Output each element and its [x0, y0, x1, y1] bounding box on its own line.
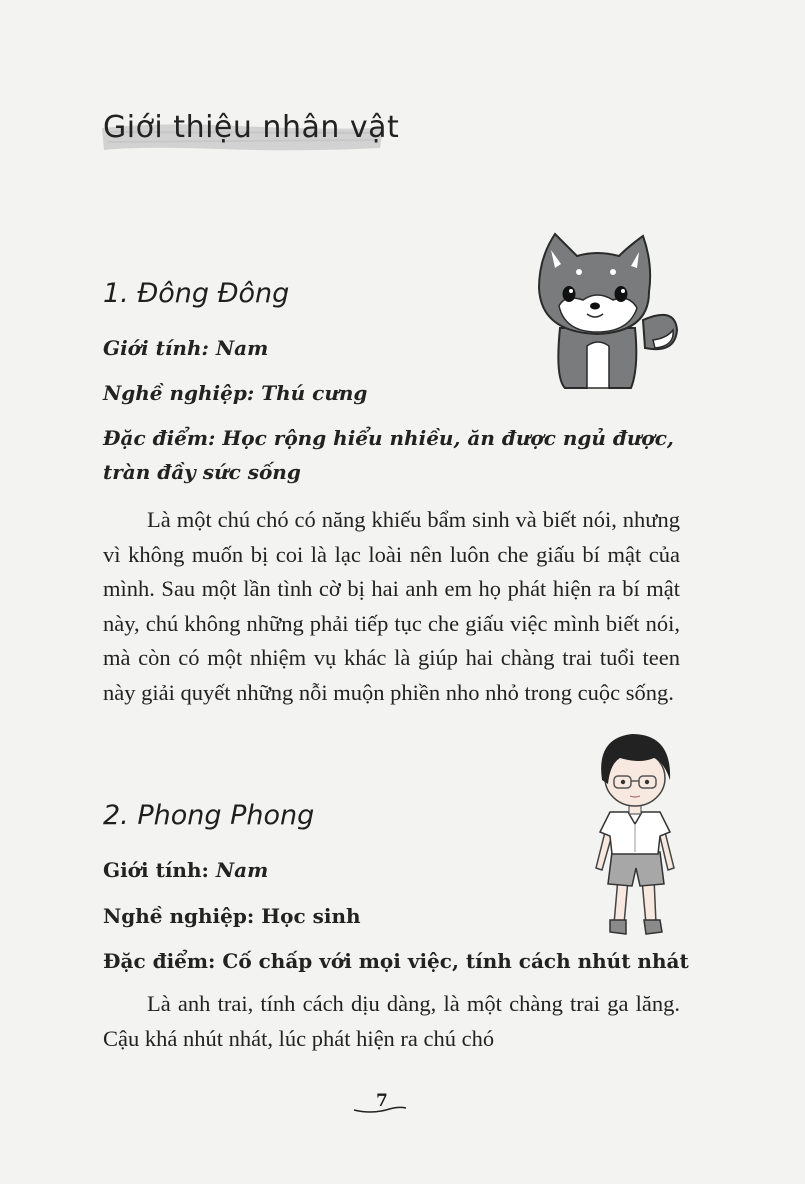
description-text: Là một chú chó có năng khiếu bẩm sinh và biết nói, nhưng vì không muốn bị coi là lạc loài nên luôn che giấu bí mật của mình. Sau một lần tình cờ bị hai anh em họ phát hiện ra bí mật này, chú không những phải tiếp tục che giấu việc mình biết nói, mà còn có một nhiệm vụ khác là giúp hai chàng trai tuổi teen này giải quyết những nỗi muộn phiền nho nhỏ trong cuộc sống.	[103, 507, 680, 705]
page-number: 7	[376, 1091, 388, 1111]
job-value: Thú cưng	[261, 381, 368, 405]
description-text: Là anh trai, tính cách dịu dàng, là một chàng trai ga lăng. Cậu khá nhút nhát, lúc phát hiện ra chú chó	[103, 991, 680, 1051]
traits-value: Cố chấp với mọi việc, tính cách nhút nhát	[222, 949, 689, 973]
section-heading	[100, 100, 400, 160]
job-label: Nghề nghiệp:	[103, 904, 255, 928]
character-1-description	[103, 503, 680, 710]
character-1-title: 1. Đông Đông	[103, 278, 290, 309]
page-number-swash	[350, 1102, 410, 1116]
gender-label: Giới tính:	[103, 336, 209, 360]
character-2-title: 2. Phong Phong	[103, 800, 315, 831]
character-2-description	[103, 987, 680, 1056]
character-1-traits	[103, 421, 683, 489]
gender-value: Nam	[215, 858, 269, 882]
traits-value: Học rộng hiểu nhiều, ăn được ngủ được, tràn đầy sức sống	[103, 426, 674, 484]
gender-value: Nam	[215, 336, 269, 360]
job-value: Học sinh	[261, 904, 361, 928]
page-title: Giới thiệu nhân vật	[103, 110, 400, 145]
character-2-traits	[103, 949, 689, 973]
gender-label: Giới tính:	[103, 858, 209, 882]
job-label: Nghề nghiệp:	[103, 381, 255, 405]
traits-label: Đặc điểm:	[103, 949, 216, 973]
boy-with-glasses-illustration	[580, 728, 690, 943]
traits-label: Đặc điểm:	[103, 426, 216, 450]
wolf-dog-illustration	[525, 228, 695, 396]
